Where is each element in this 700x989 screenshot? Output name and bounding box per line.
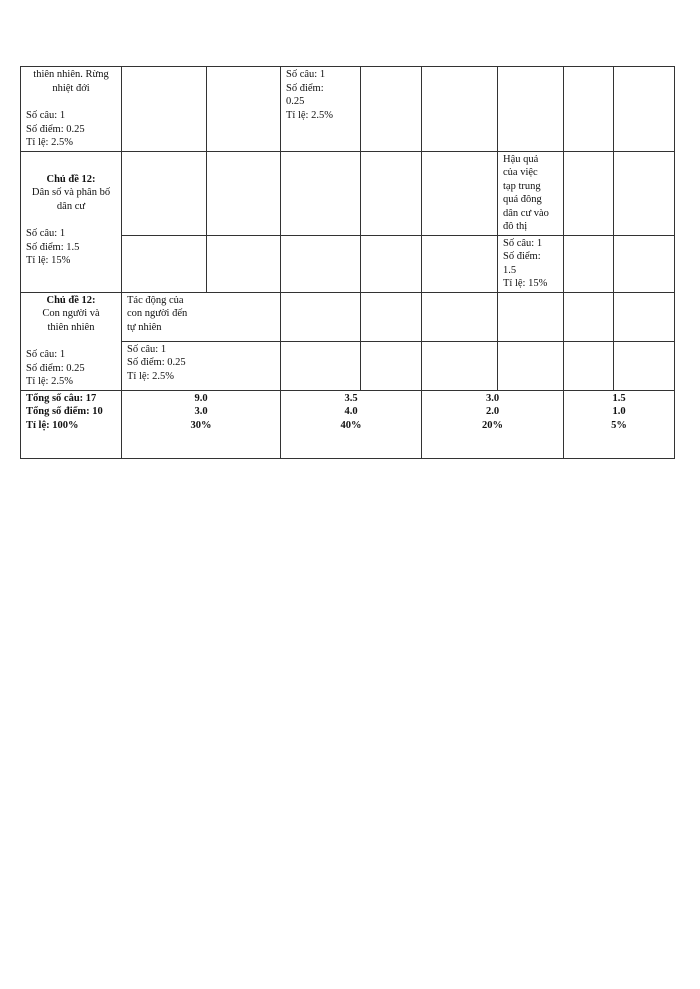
- empty-cell: [207, 151, 281, 235]
- empty-cell: [361, 151, 422, 235]
- table-row: [21, 151, 675, 235]
- empty-cell: [122, 151, 207, 235]
- totals-level-3: 3.0 2.0 20%: [422, 390, 564, 458]
- empty-cell: [207, 67, 281, 152]
- empty-cell: [361, 235, 422, 292]
- topic-stats: Số câu: 1 Số điểm: 1.5 Tỉ lệ: 15%: [26, 228, 80, 266]
- empty-cell: [614, 292, 675, 341]
- empty-cell: [498, 292, 564, 341]
- empty-cell: [614, 235, 675, 292]
- empty-cell: [422, 67, 498, 152]
- table-row: [21, 292, 675, 341]
- empty-cell: [564, 151, 614, 235]
- table-row: [21, 67, 675, 152]
- topic-text: Dân số và phân bố: [31, 187, 111, 198]
- topic-text: thiên nhiên: [47, 321, 95, 333]
- stats-cell: Số câu: 1 Số điểm: 1.5 Tỉ lệ: 15%: [498, 235, 564, 292]
- totals-level-4: 1.5 1.0 5%: [564, 390, 675, 458]
- totals-level-1: 9.0 3.0 30%: [122, 390, 281, 458]
- empty-cell: [122, 67, 207, 152]
- topic-cell: [21, 292, 122, 390]
- empty-cell: [422, 292, 498, 341]
- empty-cell: [422, 151, 498, 235]
- empty-cell: [564, 292, 614, 341]
- empty-cell: [564, 67, 614, 152]
- topic-heading: Chủ đề 12:: [46, 173, 96, 185]
- totals-row: [21, 390, 675, 458]
- empty-cell: [281, 292, 361, 341]
- empty-cell: [422, 235, 498, 292]
- topic-stats: Số câu: 1 Số điểm: 0.25 Tỉ lệ: 2.5%: [26, 110, 85, 148]
- empty-cell: [614, 67, 675, 152]
- topic-text: thiên nhiên. Rừng: [33, 69, 109, 80]
- totals-level-2: 3.5 4.0 40%: [281, 390, 422, 458]
- topic-text: nhiệt đới: [52, 82, 90, 94]
- topic-heading: Chủ đề 12:: [46, 294, 96, 306]
- stats-cell: Số câu: 1 Số điểm: 0.25 Tỉ lệ: 2.5%: [122, 341, 281, 390]
- empty-cell: [207, 235, 281, 292]
- empty-cell: [281, 235, 361, 292]
- empty-cell: [281, 151, 361, 235]
- empty-cell: [361, 341, 422, 390]
- empty-cell: [422, 341, 498, 390]
- totals-label-cell: Tổng số câu: 17 Tổng số điểm: 10 Tỉ lệ: 100%: [21, 390, 122, 458]
- empty-cell: [498, 67, 564, 152]
- empty-cell: [564, 235, 614, 292]
- empty-cell: [361, 67, 422, 152]
- empty-cell: [281, 341, 361, 390]
- empty-cell: [122, 235, 207, 292]
- topic-text: dân cư: [56, 200, 86, 212]
- assessment-matrix-table: [20, 66, 675, 459]
- content-cell: Hậu quả của việc tạp trung quá đông dân cư vào đô thị: [498, 151, 564, 235]
- empty-cell: [564, 341, 614, 390]
- topic-cell: [21, 151, 122, 292]
- empty-cell: [361, 292, 422, 341]
- topic-cell: [21, 67, 122, 152]
- empty-cell: [498, 341, 564, 390]
- topic-stats: Số câu: 1 Số điểm: 0.25 Tỉ lệ: 2.5%: [26, 349, 85, 387]
- empty-cell: [614, 341, 675, 390]
- content-cell: Tác động của con người đến tự nhiên: [122, 292, 281, 341]
- stats-cell: Số câu: 1 Số điểm: 0.25 Tỉ lệ: 2.5%: [281, 67, 361, 152]
- empty-cell: [614, 151, 675, 235]
- topic-text: Con người và: [42, 308, 100, 319]
